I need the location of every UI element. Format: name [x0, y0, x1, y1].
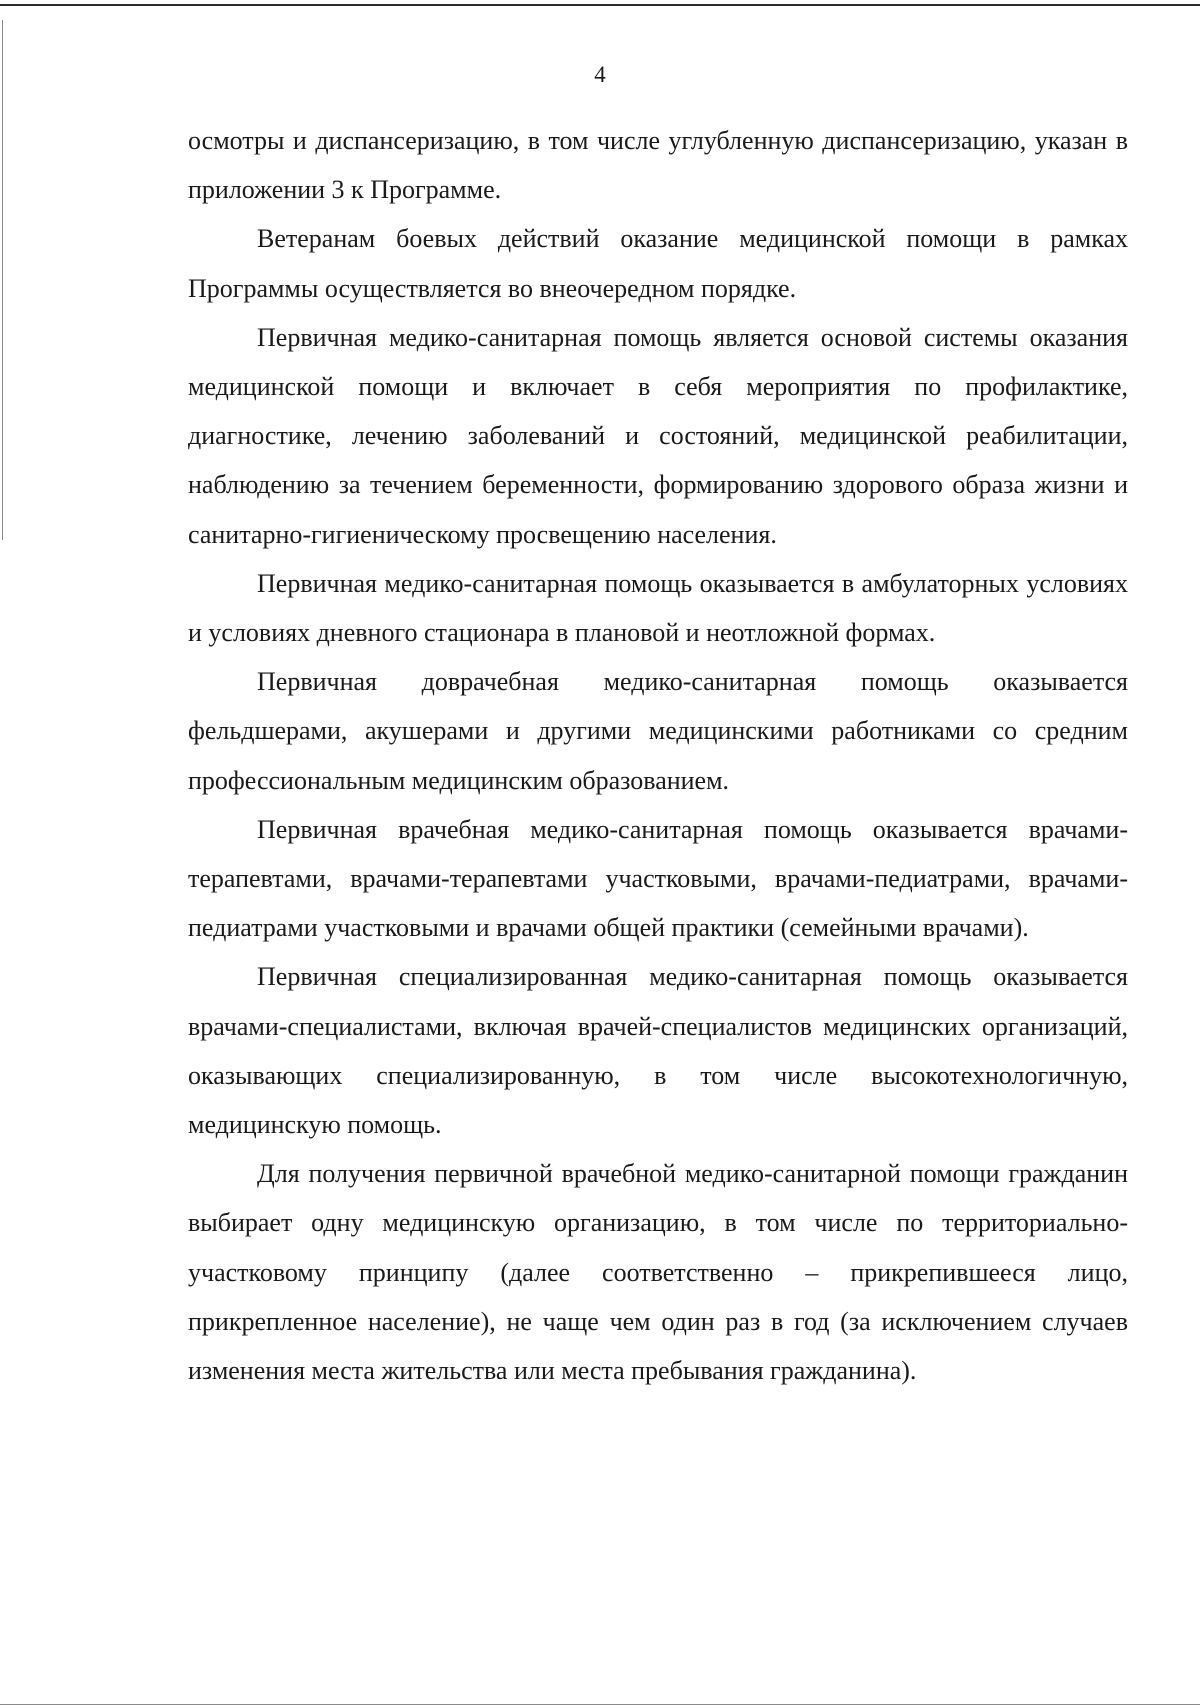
paragraph: Первичная специализированная медико-санитарная помощь оказывается врачами-специалистами, включая врачей-специалистов медицинских организаций, оказывающих специализированную, в том числе высокотехнологичную, медицинскую помощь.	[188, 962, 1128, 1140]
paragraph: осмотры и диспансеризацию, в том числе углубленную диспансеризацию, указан в приложении 3 к Программе.	[188, 126, 1128, 205]
scan-left-edge	[2, 20, 3, 540]
page-number: 4	[594, 62, 606, 87]
paragraph: Для получения первичной врачебной медико-санитарной помощи гражданин выбирает одну медицинскую организацию, в том числе по территориально-участковому принципу (далее соответственно – прикрепившееся лицо, прикрепленное население), не чаще чем один раз в год (за исключением случаев изменения места жительства или места пребывания гражданина).	[188, 1159, 1128, 1386]
paragraph: Первичная доврачебная медико-санитарная помощь оказывается фельдшерами, акушерами и другими медицинскими работниками со средним профессиональным медицинским образованием.	[188, 667, 1128, 795]
paragraph: Первичная медико-санитарная помощь является основой системы оказания медицинской помощи и включает в себя мероприятия по профилактике, диагностике, лечению заболеваний и состояний, медицинской реабилитации, наблюдению за течением беременности, формированию здорового образа жизни и санитарно-гигиеническому просвещению населения.	[188, 322, 1128, 549]
body-text	[188, 116, 1128, 1395]
scan-top-border	[0, 4, 1200, 6]
scan-bottom-border	[0, 1704, 1200, 1705]
paragraph: Ветеранам боевых действий оказание медицинской помощи в рамках Программы осуществляется во внеочередном порядке.	[188, 224, 1128, 303]
paragraph: Первичная врачебная медико-санитарная помощь оказывается врачами-терапевтами, врачами-терапевтами участковыми, врачами-педиатрами, врачами-педиатрами участковыми и врачами общей практики (семейными врачами).	[188, 814, 1128, 943]
paragraph: Первичная медико-санитарная помощь оказывается в амбулаторных условиях и условиях дневного стационара в плановой и неотложной формах.	[188, 568, 1128, 648]
